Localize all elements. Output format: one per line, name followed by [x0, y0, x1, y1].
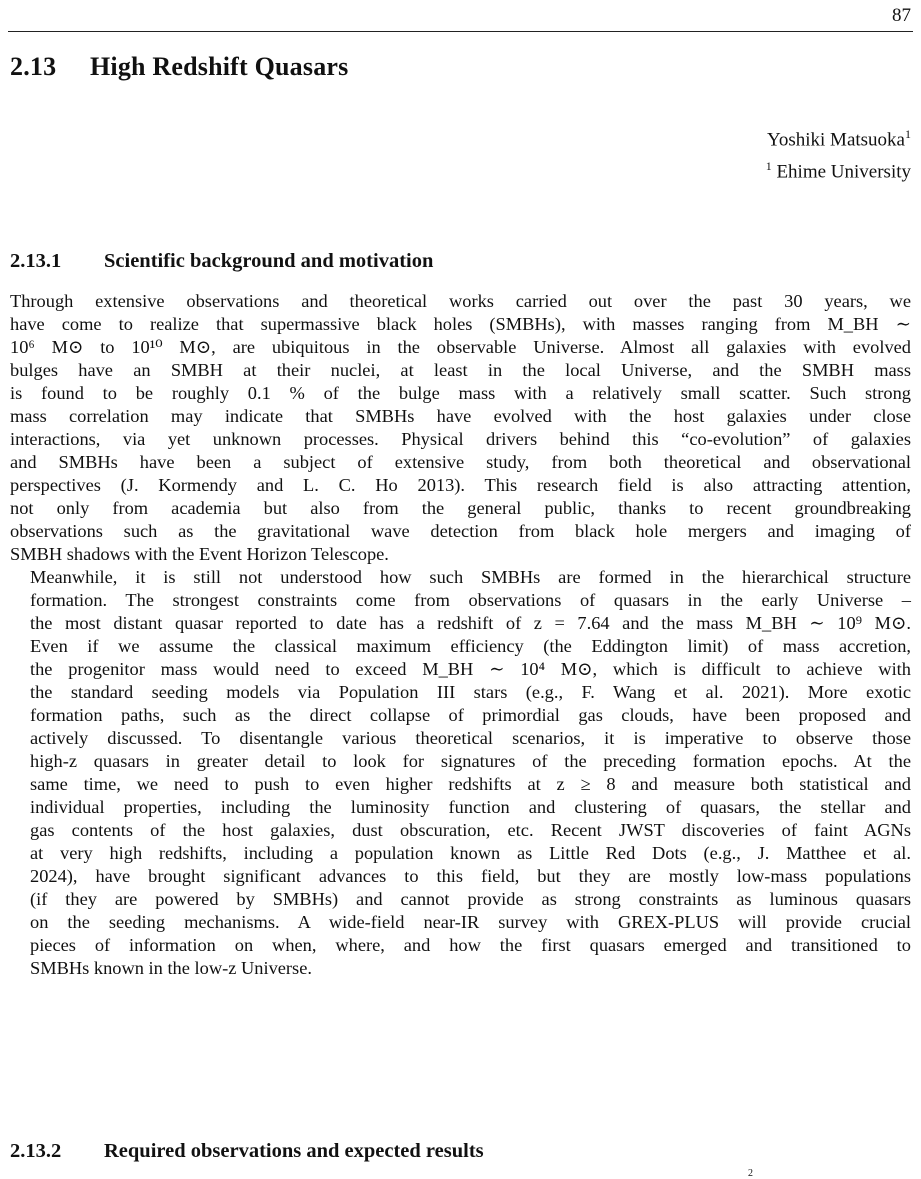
text-line: the standard seeding models via Population III stars (e.g., F. Wang et al. 2021). More exotic [30, 682, 911, 702]
subsection-title-text: Required observations and expected results [104, 1140, 484, 1162]
page-number: 87 [892, 5, 911, 26]
body-text [10, 290, 911, 980]
text-line: on the seeding mechanisms. A wide-field near-IR survey with GREX-PLUS will provide crucial [30, 912, 911, 932]
text-line: and SMBHs have been a subject of extensive study, from both theoretical and observational [10, 452, 911, 472]
section-title-text: High Redshift Quasars [90, 52, 349, 81]
text-line: the progenitor mass would need to exceed M_BH ∼ 10⁴ M⊙, which is difficult to achieve with [30, 659, 911, 679]
author-block [766, 121, 911, 186]
paragraph [10, 290, 911, 566]
section-title [10, 52, 348, 82]
text-line: 2024), have brought significant advances to this field, but they are mostly low-mass populations [30, 866, 911, 886]
paragraph [10, 566, 911, 980]
text-line: have come to realize that supermassive black holes (SMBHs), with masses ranging from M_BH ∼ [10, 314, 911, 334]
text-line: bulges have an SMBH at their nuclei, at least in the local Universe, and the SMBH mass [10, 360, 911, 380]
affiliation-line [766, 153, 911, 185]
text-line: same time, we need to push to even higher redshifts at z ≥ 8 and measure both statistical and [30, 774, 911, 794]
text-line: gas contents of the host galaxies, dust obscuration, etc. Recent JWST discoveries of faint AGNs [30, 820, 911, 840]
author-line [766, 121, 911, 153]
text-line: high-z quasars in greater detail to look for signatures of the preceding formation epochs. At the [30, 751, 911, 771]
text-line: individual properties, including the luminosity function and clustering of quasars, the stellar and [30, 797, 911, 817]
trailing-mark: 2 [748, 1168, 753, 1179]
affiliation-text: Ehime University [776, 161, 911, 183]
subsection-title [10, 250, 433, 273]
text-line: (if they are powered by SMBHs) and cannot provide as strong constraints as luminous quasars [30, 889, 911, 909]
author-affil-marker: 1 [905, 127, 911, 141]
subsection-number: 2.13.2 [10, 1140, 62, 1162]
text-line: pieces of information on when, where, and how the first quasars emerged and transitioned to [30, 935, 911, 955]
subsection-number: 2.13.1 [10, 250, 62, 272]
text-line: SMBHs known in the low-z Universe. [30, 958, 312, 978]
subsection-title [10, 1140, 484, 1163]
text-line: Meanwhile, it is still not understood how such SMBHs are formed in the hierarchical structure [30, 567, 911, 587]
section-number: 2.13 [10, 52, 57, 81]
text-line: Even if we assume the classical maximum efficiency (the Eddington limit) of mass accretion, [30, 636, 911, 656]
subsection-title-text: Scientific background and motivation [104, 250, 434, 272]
text-line: actively discussed. To disentangle various theoretical scenarios, it is imperative to observe those [30, 728, 911, 748]
text-line: is found to be roughly 0.1 % of the bulge mass with a relatively small scatter. Such strong [10, 383, 911, 403]
text-line: 10⁶ M⊙ to 10¹⁰ M⊙, are ubiquitous in the observable Universe. Almost all galaxies with evolved [10, 337, 911, 357]
affil-marker: 1 [765, 159, 772, 174]
text-line: formation paths, such as the direct collapse of primordial gas clouds, have been proposed and [30, 705, 911, 725]
header-rule [8, 31, 913, 32]
text-line: formation. The strongest constraints come from observations of quasars in the early Universe – [30, 590, 911, 610]
text-line: perspectives (J. Kormendy and L. C. Ho 2013). This research field is also attracting attention, [10, 475, 911, 495]
text-line: SMBH shadows with the Event Horizon Telescope. [10, 544, 389, 564]
text-line: mass correlation may indicate that SMBHs have evolved with the host galaxies under close [10, 406, 911, 426]
text-line: the most distant quasar reported to date has a redshift of z = 7.64 and the mass M_BH ∼ 10⁹ M⊙. [30, 613, 911, 633]
author-name: Yoshiki Matsuoka [767, 129, 905, 151]
text-line: interactions, via yet unknown processes. Physical drivers behind this “co-evolution” of galaxies [10, 429, 911, 449]
text-line: Through extensive observations and theoretical works carried out over the past 30 years, we [10, 291, 911, 311]
text-line: not only from academia but also from the general public, thanks to recent groundbreaking [10, 498, 911, 518]
text-line: observations such as the gravitational wave detection from black hole mergers and imaging of [10, 521, 911, 541]
text-line: at very high redshifts, including a population known as Little Red Dots (e.g., J. Matthee et al. [30, 843, 911, 863]
